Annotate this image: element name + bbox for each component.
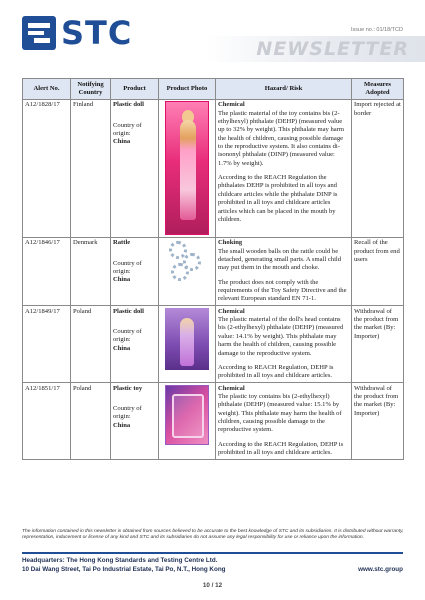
product-name: Plastic toy xyxy=(113,384,143,392)
hazard-title: Chemical xyxy=(218,307,245,315)
alert-no: A12/1828/17 xyxy=(23,99,71,237)
page-number: 10 / 12 xyxy=(202,582,223,589)
issue-number: Issue no.: 01/18/TCD xyxy=(351,27,403,33)
country-of-origin xyxy=(113,405,156,430)
hazard-cell xyxy=(216,383,352,460)
measures-adopted: Withdrawal of the product from the market (By: Importer) xyxy=(352,306,404,383)
footer-divider xyxy=(22,552,403,554)
alert-no: A12/1849/17 xyxy=(23,306,71,383)
hazard-cell xyxy=(216,99,352,237)
hazard-regulation: According to REACH Regulation, DEHP is prohibited in all toys and childcare articles. xyxy=(218,363,334,380)
product-photo-cell xyxy=(159,99,216,237)
table-row xyxy=(23,383,404,460)
hazard-description: The plastic material of the toy contains bis (2-ethylhexyl) phthalate (DEHP) (measured value up to 32% by weight). This phthalate may harm the health of children, causing possible damage to the reproductive system. It also contains di-isononyl phthalate (DINP) (measured value: 1.7% by weight). xyxy=(218,109,345,167)
hazard-description: The small wooden balls on the rattle could be detached, generating small parts. A small child may put them in the mouth and choke. xyxy=(218,247,342,272)
alerts-table xyxy=(22,78,404,460)
hazard-description: The plastic material of the doll's head contains bis (2-ethylhexyl) phthalate (DEHP) (measured value: 14.1% by weight). This phthalate may harm the health of children, causing possible damage to the reproductive system. xyxy=(218,316,344,357)
notifying-country: Poland xyxy=(71,383,111,460)
hq-line-1: Headquarters: The Hong Kong Standards and Testing Centre Ltd. xyxy=(22,557,218,564)
header-product-photo: Product Photo xyxy=(159,79,216,100)
product-cell xyxy=(111,237,159,306)
alert-no: A12/1851/17 xyxy=(23,383,71,460)
hazard-title: Chemical xyxy=(218,101,245,109)
hazard-title: Chemical xyxy=(218,384,245,392)
origin-label: Country of origin: xyxy=(113,328,142,344)
hazard-cell xyxy=(216,306,352,383)
hazard-regulation: The product does not comply with the requirements of the Toy Safety Directive and the relevant European standard EN 71-1. xyxy=(218,278,347,303)
table-row xyxy=(23,99,404,237)
hazard-description: The plastic toy contains bis (2-ethylhexyl) phthalate (DEHP) (measured value: 15.1% by weight). This phthalate may harm the health of children, causing possible damage to the reproductive system. xyxy=(218,392,342,434)
product-name: Rattle xyxy=(113,239,131,247)
hazard-regulation: According to the REACH Regulation, DEHP is prohibited in all toys and childcare articles. xyxy=(218,440,344,457)
measures-adopted: Import rejected at border xyxy=(352,99,404,237)
product-name: Plastic doll xyxy=(113,101,144,109)
origin-label: Country of origin: xyxy=(113,121,142,137)
hazard-title: Choking xyxy=(218,239,243,247)
notifying-country: Denmark xyxy=(71,237,111,306)
doll-photo xyxy=(165,101,209,235)
origin-label: Country of origin: xyxy=(113,259,142,275)
table-row xyxy=(23,237,404,306)
header-measures-adopted: Measures Adopted xyxy=(352,79,404,100)
product-cell xyxy=(111,99,159,237)
stc-logo-mark-icon xyxy=(22,16,56,50)
product-cell xyxy=(111,383,159,460)
alert-no: A12/1846/17 xyxy=(23,237,71,306)
product-name: Plastic doll xyxy=(113,307,144,315)
header-alert-no: Alert No. xyxy=(23,79,71,100)
origin-label: Country of origin: xyxy=(113,404,142,421)
product-photo-cell xyxy=(159,306,216,383)
table-row xyxy=(23,306,404,383)
measures-adopted: Withdrawal of the product from the market (By: Importer) xyxy=(352,383,404,460)
disclaimer: The information contained in this newsletter is obtained from sources believed to be accurate to the best knowledge of STC and its subsidiaries. It is distributed without warranty, representation, inducement or license of any kind and STC and its subsidiaries do not assume any legal responsibility for use or reliance upon the information. xyxy=(22,529,404,541)
hq-line-2: 10 Dai Wang Street, Tai Po Industrial Estate, Tai Po, N.T., Hong Kong xyxy=(22,565,226,573)
rattle-photo xyxy=(165,239,209,285)
stc-logo xyxy=(22,14,132,52)
product-photo-cell xyxy=(159,383,216,460)
page-header xyxy=(0,0,425,72)
doll-photo xyxy=(165,308,209,370)
notifying-country: Poland xyxy=(71,306,111,383)
country-of-origin xyxy=(113,260,156,285)
hazard-cell xyxy=(216,237,352,306)
toy-photo xyxy=(165,385,209,445)
website-link[interactable]: www.stc.group xyxy=(358,566,403,573)
logo-text: STC xyxy=(61,14,133,52)
origin-value: China xyxy=(113,276,131,284)
header-hazard-risk: Hazard/ Risk xyxy=(216,79,352,100)
table-header-row xyxy=(23,79,404,100)
country-of-origin xyxy=(113,122,156,147)
origin-value: China xyxy=(113,421,131,429)
product-cell xyxy=(111,306,159,383)
measures-adopted: Recall of the product from end users xyxy=(352,237,404,306)
product-photo-cell xyxy=(159,237,216,306)
origin-value: China xyxy=(113,138,131,146)
header-notifying-country: Notifying Country xyxy=(71,79,111,100)
country-of-origin xyxy=(113,328,156,353)
newsletter-title: NEWSLETTER xyxy=(256,38,409,60)
origin-value: China xyxy=(113,344,131,352)
headquarters-address xyxy=(22,557,226,575)
hazard-regulation: According to the REACH Regulation the phthalates DEHP is prohibited in all toys and childcare articles while the phthalate DINP is prohibited in all toys and childcare articles articles which can be placed in the mouth by children. xyxy=(218,174,338,223)
notifying-country: Finland xyxy=(71,99,111,237)
header-product: Product xyxy=(111,79,159,100)
